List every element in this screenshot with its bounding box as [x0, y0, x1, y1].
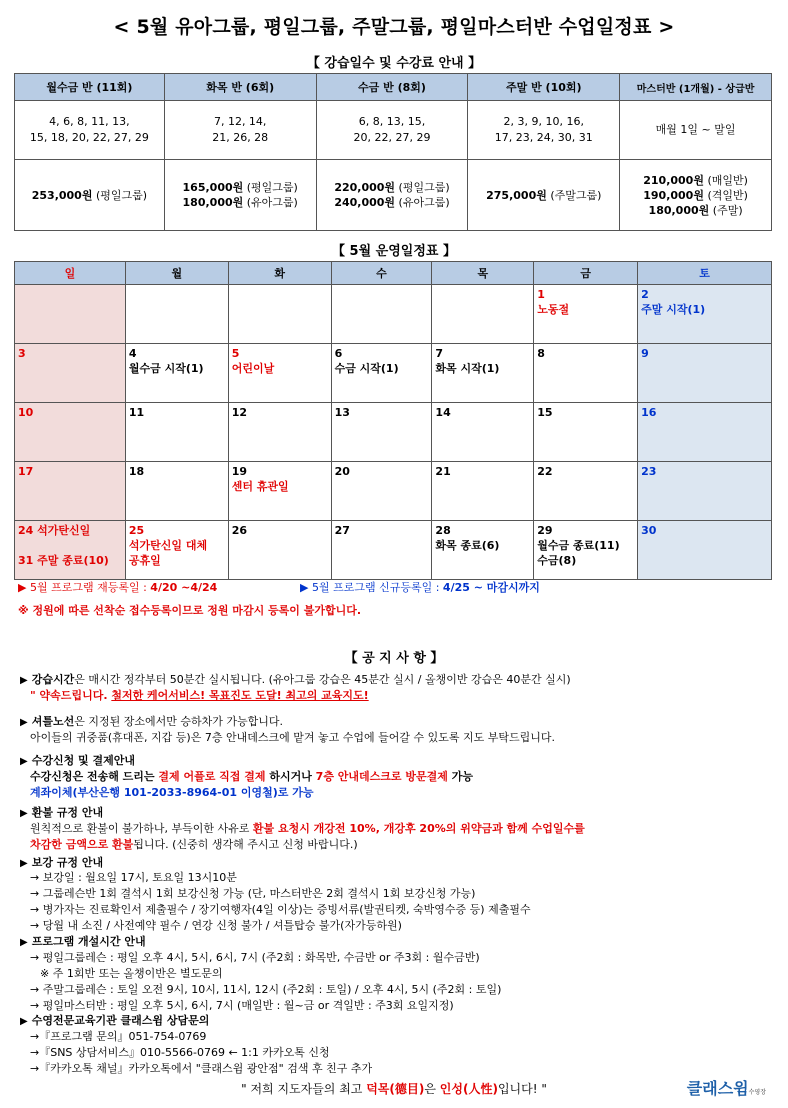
calendar-day-cell: [331, 462, 432, 521]
fee-amount: 220,000원: [334, 181, 396, 194]
page-title: < 5월 유아그룹, 평일그룹, 주말그룹, 평일마스터반 수업일정표 >: [113, 16, 675, 38]
day-number: 1: [537, 288, 545, 301]
day-event: 센터 휴관일: [231, 480, 289, 493]
day-number: 3: [18, 347, 26, 360]
weekday-header: 금: [534, 262, 638, 285]
day-number: 26: [231, 524, 248, 537]
day-event: [18, 538, 122, 553]
calendar-day-cell: [534, 462, 638, 521]
day-number: 14: [435, 406, 451, 419]
makeup-line: → 그룹레슨반 1회 결석시 1회 보강신청 가능 (단, 마스터반은 2회 결석시 1회 보강신청 가능): [30, 887, 476, 900]
day-number: 5: [231, 347, 240, 360]
fee-amount: 275,000원: [486, 188, 547, 202]
fee-amount: 165,000원: [182, 181, 244, 194]
day-number: 13: [334, 406, 350, 419]
day-number: 15: [537, 406, 553, 419]
day-number: 17: [18, 465, 34, 478]
fee-amount: 180,000원: [182, 196, 244, 209]
fee-amount: 240,000원: [334, 196, 396, 209]
fee-group-note: (유아그룹): [395, 196, 450, 209]
weekday-header: 목: [432, 262, 534, 285]
day-number: 2: [641, 288, 649, 301]
fee-amount: 190,000원: [643, 188, 704, 202]
day-event: 화목 종료(6): [435, 539, 500, 552]
fee-header-cell: 화목 반 (6회): [164, 74, 316, 101]
fee-table: [14, 73, 772, 231]
contact-line: →『카카오톡 채널』카카오톡에서 "클래스윔 광안점" 검색 후 친구 추가: [30, 1062, 373, 1075]
schedule-line: → 평일그룹레슨 : 평일 오후 4시, 5시, 6시, 7시 (주2회 : 화목반, 수금반 or 주3회 : 월수금반): [30, 951, 480, 964]
fee-date-line: 매월 1일 ~ 말일: [655, 123, 736, 136]
calendar-day-cell: [228, 285, 331, 344]
day-event: 월수금 종료(11): [537, 539, 620, 552]
day-number: 20: [334, 465, 350, 478]
day-event: 어린이날: [231, 362, 275, 375]
fee-group-note: (매일반): [703, 173, 748, 187]
day-number: 7: [435, 347, 444, 360]
fee-amount: 210,000원: [643, 173, 704, 187]
calendar-day-cell: [331, 521, 432, 580]
calendar-day-cell: [228, 462, 331, 521]
calendar-day-cell: [638, 521, 772, 580]
day-event: 주말 시작(1): [641, 303, 706, 316]
fee-header-cell: 수금 반 (8회): [316, 74, 468, 101]
fee-date-line: 20, 22, 27, 29: [353, 131, 431, 144]
new-enroll-period: ▶ 5월 프로그램 신규등록일 : 4/25 ~ 마감시까지: [300, 581, 540, 594]
calendar-day-cell: [15, 403, 126, 462]
calendar-day-cell: [638, 285, 772, 344]
fee-price-cell: [620, 160, 772, 231]
day-number: 19: [231, 465, 248, 478]
fee-group-note: (평일그룹): [92, 188, 148, 202]
calendar-day-cell: [15, 344, 126, 403]
day-event: 월수금 시작(1): [128, 362, 204, 375]
notice-valuables: 아이들의 귀중품(휴대폰, 지갑 등)은 7층 안내데스크에 맡겨 놓고 수업에 들어갈 수 있도록 지도 부탁드립니다.: [30, 731, 555, 744]
day-number: 22: [537, 465, 553, 478]
day-number: 23: [641, 465, 657, 478]
makeup-line: → 보강일 : 월요일 17시, 토요일 13시10분: [30, 871, 237, 884]
calendar-day-cell: [228, 403, 331, 462]
notice-refund-text: 원칙적으로 환불이 불가하나, 부득이한 사유로 환불 요청시 개강전 10%, 개강후 20%의 위약금과 함께 수업일수를: [30, 822, 585, 835]
day-number: 29: [537, 524, 553, 537]
schedule-line: ※ 주 1회반 또는 올챙이반은 별도문의: [40, 967, 223, 980]
day-number: 28: [435, 524, 451, 537]
day-number: 8: [537, 347, 545, 360]
fee-header-cell: 월수금 반 (11회): [15, 74, 165, 101]
fee-dates-cell: [316, 101, 468, 160]
notice-lesson-time: ▶ 강습시간은 매시간 정각부터 50분간 실시됩니다. (유아그룹 강습은 45분간 실시 / 올챙이반 강습은 40분간 실시): [20, 673, 571, 686]
calendar-day-cell: [331, 403, 432, 462]
day-number: 9: [641, 347, 649, 360]
calendar-day-cell: [638, 462, 772, 521]
day-number: 6: [334, 347, 343, 360]
day-number: 30: [641, 524, 657, 537]
notice-refund-text-2: 차감한 금액으로 환불됩니다. (신중히 생각해 주시고 신청 바랍니다.): [30, 838, 358, 851]
brand-logo: 클래스윔수영장: [686, 1079, 766, 1098]
calendar-day-cell: [331, 344, 432, 403]
calendar-day-cell: [534, 285, 638, 344]
fee-price-cell: [164, 160, 316, 231]
calendar-day-cell: [432, 285, 534, 344]
schedule-line: → 평일마스터반 : 평일 오후 5시, 6시, 7시 (매일반 : 월~금 or 격일반 : 주3회 요일지정): [30, 999, 454, 1012]
day-number: 11: [128, 406, 145, 419]
fee-group-note: (격일반): [703, 188, 748, 202]
fee-price-cell: [316, 160, 468, 231]
fee-date-line: 17, 23, 24, 30, 31: [494, 131, 593, 144]
calendar-day-cell: [534, 403, 638, 462]
fee-date-line: 15, 18, 20, 22, 27, 29: [29, 131, 149, 144]
calendar-day-cell: [15, 285, 126, 344]
calendar-day-cell: [15, 462, 126, 521]
calendar-day-cell: [125, 344, 228, 403]
notice-promise: " 약속드립니다. 철저한 케어서비스! 목표진도 도달! 최고의 교육지도!: [30, 689, 369, 702]
calendar-day-cell: [228, 344, 331, 403]
fee-group-note: (주말그룹): [546, 188, 602, 202]
fee-date-line: 21, 26, 28: [212, 131, 269, 144]
contact-line: →『프로그램 문의』051-754-0769: [30, 1030, 207, 1043]
weekday-header: 토: [638, 262, 772, 285]
notice-schedule-title: ▶ 프로그램 개설시간 안내: [20, 935, 146, 948]
day-number: 18: [128, 465, 145, 478]
calendar-day-cell: [125, 521, 228, 580]
calendar-day-cell: [15, 521, 126, 580]
fee-group-note: (평일그룹): [243, 181, 298, 194]
fee-dates-cell: [15, 101, 165, 160]
day-event: 화목 시작(1): [435, 362, 500, 375]
schedule-line: → 주말그룹레슨 : 토일 오전 9시, 10시, 11시, 12시 (주2회 : 토일) / 오후 4시, 5시 (주2회 : 토일): [30, 983, 502, 996]
day-number: 12: [231, 406, 248, 419]
calendar-day-cell: [432, 521, 534, 580]
fee-amount: 180,000원: [648, 203, 710, 217]
fee-header-cell: 주말 반 (10회): [468, 74, 620, 101]
fee-group-note: (평일그룹): [395, 181, 450, 194]
calendar-day-cell: [432, 462, 534, 521]
fee-dates-cell: [620, 101, 772, 160]
calendar-day-cell: [125, 285, 228, 344]
fee-date-line: 4, 6, 8, 11, 13,: [49, 115, 130, 128]
fee-price-cell: [468, 160, 620, 231]
day-number: 16: [641, 406, 657, 419]
fee-group-note: (주말): [709, 203, 743, 217]
calendar-day-cell: [534, 344, 638, 403]
notice-payment-title: ▶ 수강신청 및 결제안내: [20, 754, 135, 767]
fee-section-title: 【 강습일수 및 수강료 안내 】: [306, 56, 482, 71]
calendar-day-cell: [534, 521, 638, 580]
notice-title: 【 공 지 사 항 】: [344, 651, 444, 666]
day-event: 31 주말 종료(10): [18, 554, 109, 567]
fee-date-line: 6, 8, 13, 15,: [358, 115, 426, 128]
day-event: 노동절: [537, 303, 570, 316]
day-number: 21: [435, 465, 451, 478]
fee-amount: 253,000원: [31, 188, 93, 202]
day-event: 수금 시작(1): [334, 362, 399, 375]
weekday-header: 일: [15, 262, 126, 285]
weekday-header: 화: [228, 262, 331, 285]
calendar-day-cell: [125, 462, 228, 521]
day-number: 4: [128, 347, 137, 360]
calendar-title: 【 5월 운영일정표 】: [332, 244, 456, 259]
notice-bank-account: 계좌이체(부산은행 101-2033-8964-01 이영철)로 가능: [30, 786, 314, 799]
notice-shuttle: ▶ 셔틀노선은 지정된 장소에서만 승하차가 가능합니다.: [20, 715, 283, 728]
capacity-warning: ※ 정원에 따른 선착순 접수등록이므로 정원 마감시 등록이 불가합니다.: [18, 604, 362, 617]
reenroll-period: ▶ 5월 프로그램 재등록일 : 4/20 ~4/24: [18, 581, 218, 594]
day-event: 공휴일: [128, 554, 161, 567]
fee-group-note: (유아그룹): [243, 196, 298, 209]
calendar-day-cell: [228, 521, 331, 580]
calendar-day-cell: [125, 403, 228, 462]
fee-dates-cell: [468, 101, 620, 160]
fee-price-cell: [15, 160, 165, 231]
calendar-day-cell: [638, 403, 772, 462]
calendar-day-cell: [331, 285, 432, 344]
makeup-line: → 병가자는 진료확인서 제출필수 / 장기여행자(4일 이상)는 증빙서류(발권티켓, 숙박영수증 등) 제출필수: [30, 903, 531, 916]
fee-dates-cell: [164, 101, 316, 160]
footer-motto: " 저희 지도자들의 최고 덕목(德目)은 인성(人性)입니다! ": [241, 1082, 547, 1096]
calendar-table: [14, 261, 772, 580]
day-event: 수금(8): [537, 554, 577, 567]
day-number: 25: [128, 524, 145, 537]
makeup-line: → 당월 내 소진 / 사전예약 필수 / 연강 신청 불가 / 셔틀탑승 불가(자가등하원): [30, 919, 402, 932]
calendar-day-cell: [432, 403, 534, 462]
day-number: 10: [18, 406, 34, 419]
notice-contact-title: ▶ 수영전문교육기관 클래스윔 상담문의: [20, 1014, 210, 1027]
fee-header-cell: 마스터반 (1개월) - 상급반: [620, 74, 772, 101]
fee-date-line: 2, 3, 9, 10, 16,: [503, 115, 585, 128]
notice-payment-text: 수강신청은 전송해 드리는 결제 어플로 직접 결제 하시거나 7층 안내데스크로 방문결제 가능: [30, 770, 473, 783]
day-event: 석가탄신일 대체: [128, 539, 208, 552]
day-number: 24 석가탄신일: [18, 524, 91, 537]
weekday-header: 수: [331, 262, 432, 285]
notice-refund-title: ▶ 환불 규정 안내: [20, 806, 104, 819]
calendar-day-cell: [638, 344, 772, 403]
contact-line: →『SNS 상담서비스』010-5566-0769 ← 1:1 카카오톡 신청: [30, 1046, 330, 1059]
weekday-header: 월: [125, 262, 228, 285]
notice-makeup-title: ▶ 보강 규정 안내: [20, 856, 104, 869]
day-number: 27: [334, 524, 350, 537]
fee-date-line: 7, 12, 14,: [213, 115, 267, 128]
calendar-day-cell: [432, 344, 534, 403]
